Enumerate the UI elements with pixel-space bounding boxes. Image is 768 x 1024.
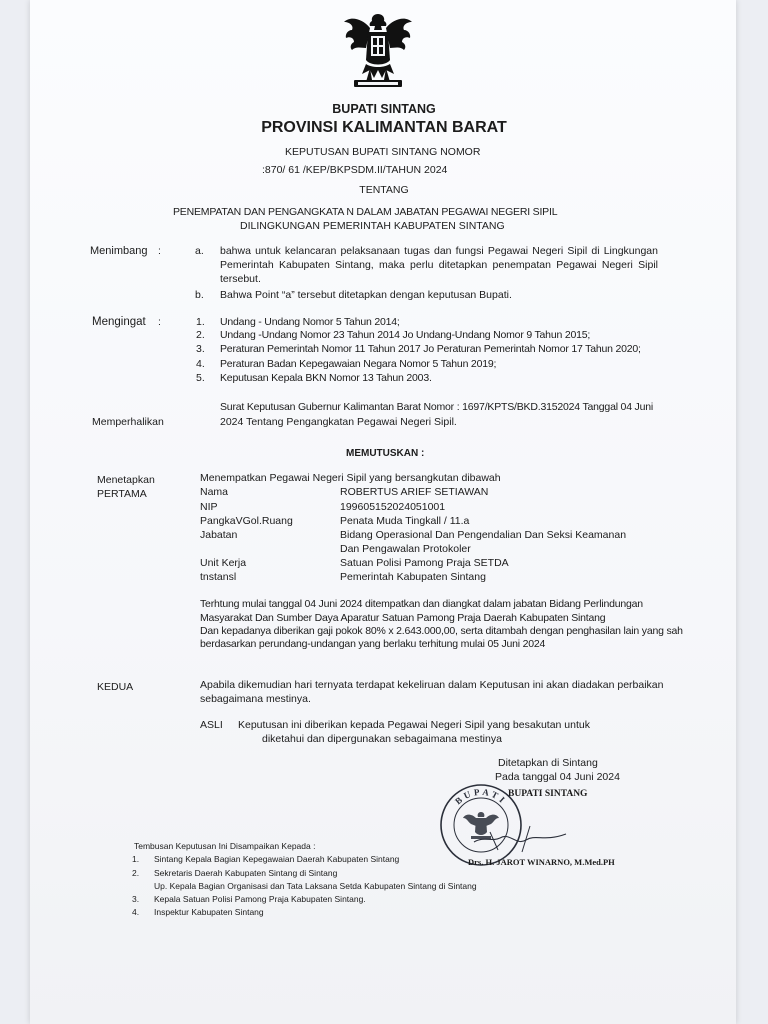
menimbang-label: Menimbang [90,245,148,257]
tentang-label: TENTANG [359,184,409,196]
tembusan-item-text: Sintang Kepala Bagian Kepegawaian Daerah Kabupaten Sintang [154,854,400,864]
kedua-line2: sebagaimana mestinya. [200,693,311,705]
mengingat-item-text: Keputusan Kepala BKN Nomor 13 Tahun 2003. [220,372,432,384]
field-key: Jabatan [200,529,238,541]
tembusan-item-text: Inspektur Kabupaten Sintang [154,907,264,917]
menimbang-a-marker: a. [195,245,204,257]
mengingat-item-text: Peraturan Pemerintah Nomor 11 Tahun 2017 Jo Peraturan Pemerintah Nomor 17 Tahun 2020; [220,343,641,355]
garuda-emblem-icon [340,8,416,94]
field-value: Bidang Operasional Dan Pengendalian Dan Seksi Keamanan [340,529,627,541]
mengingat-item-number: 2. [196,329,205,341]
tembusan-item-text: Kepala Satuan Polisi Pamong Praja Kabupaten Sintang. [154,894,366,904]
mengingat-item-text: Undang -Undang Nomor 23 Tahun 2014 Jo Undang-Undang Nomor 9 Tahun 2015; [220,329,591,341]
field-key: Unit Kerja [200,557,247,569]
pertama-paragraph-line: Terhtung mulai tanggal 04 Juni 2024 ditempatkan dan diangkat dalam jabatan Bidang Perlindungan [200,598,643,610]
field-key: NIP [200,501,218,513]
field-key: PangkaVGol.Ruang [200,515,293,527]
menetapkan-label: Menetapkan [97,474,155,486]
field-value: Dan Pengawalan Protokoler [340,543,471,555]
province-title: PROVINSI KALIMANTAN BARAT [261,119,507,136]
tembusan-item-text: Up. Kepala Bagian Organisasi dan Tata Laksana Setda Kabupaten Sintang di Sintang [154,881,477,891]
mengingat-colon: : [158,316,161,328]
pertama-paragraph-line: berdasarkan perundang-undangan yang berlaku terhitung mulai 05 Juni 2024 [200,638,546,650]
memperhatikan-label: Memperhalikan [92,416,164,428]
seal-text: BUPATI [453,786,509,807]
handwritten-signature [470,812,570,862]
field-value: ROBERTUS ARIEF SETIAWAN [340,486,489,498]
asli-line2: diketahui dan dipergunakan sebagaimana mestinya [262,733,502,745]
kedua-label: KEDUA [97,681,134,693]
mengingat-item-number: 1. [196,316,205,328]
mengingat-item-text: Undang - Undang Nomor 5 Tahun 2014; [220,316,400,328]
tembusan-item-number: 3. [132,894,140,904]
mengingat-item-number: 4. [196,358,205,370]
signature-date: Pada tanggal 04 Juni 2024 [495,771,620,783]
decree-subject-line1: PENEMPATAN DAN PENGANGKATA N DALAM JABATAN PEGAWAI NEGERI SIPIL [173,206,558,218]
field-value: Penata Muda Tingkall / 11.a [340,515,470,527]
menimbang-b-text: Bahwa Point “a” tersebut ditetapkan dengan keputusan Bupati. [220,289,512,301]
decree-heading: KEPUTUSAN BUPATI SINTANG NOMOR [285,146,481,158]
pertama-label: PERTAMA [97,488,147,500]
mengingat-label: Mengingat [92,316,146,328]
tembusan-heading: Tembusan Keputusan Ini Disampaikan Kepada : [134,841,316,851]
memperhatikan-line1: Surat Keputusan Gubernur Kalimantan Barat Nomor : 1697/KPTS/BKD.3152024 Tanggal 04 Juni [220,401,654,413]
mengingat-item-number: 3. [196,343,205,355]
tembusan-item-text: Sekretaris Daerah Kabupaten Sintang di Sintang [154,868,338,878]
pertama-intro: Menempatkan Pegawai Negeri Sipil yang bersangkutan dibawah [200,472,501,484]
menimbang-colon: : [158,245,161,257]
mengingat-item-number: 5. [196,372,205,384]
issuer-title: BUPATI SINTANG [332,102,436,116]
mengingat-item-text: Peraturan Badan Kepegawaian Negara Nomor 5 Tahun 2019; [220,358,497,370]
menimbang-b-marker: b. [195,289,204,301]
asli-label: ASLI [200,719,223,731]
tembusan-item-number: 1. [132,854,140,864]
tembusan-item-number: 2. [132,868,140,878]
field-key: Nama [200,486,229,498]
field-key: tnstansl [200,571,237,583]
menimbang-a-text: bahwa untuk kelancaran pelaksanaan tugas dan fungsi Pegawai Negeri Sipil di Lingkungan Pemerintah Kabupaten Sintang, maka perlu ditetapkan penempatan Pegawai Negeri Sipil tersebut. [220,245,658,285]
field-value: 199605152024051001 [340,501,446,513]
memutuskan-heading: MEMUTUSKAN : [346,448,425,459]
asli-line1: Keputusan ini diberikan kepada Pegawai Negeri Sipil yang besakutan untuk [238,719,590,731]
decree-subject-line2: DILINGKUNGAN PEMERINTAH KABUPATEN SINTANG [240,220,505,232]
signature-office: BUPATI SINTANG [508,789,588,799]
field-value: Satuan Polisi Pamong Praja SETDA [340,557,509,569]
decree-number: :870/ 61 /KEP/BKPSDM.II/TAHUN 2024 [262,164,448,176]
pertama-paragraph-line: Dan kepadanya diberikan gaji pokok 80% x 2.643.000,00, serta ditambah dengan penghasilan lain yang sah [200,625,683,637]
signature-place: Ditetapkan di Sintang [498,757,598,769]
memperhatikan-line2: 2024 Tentang Pengangkatan Pegawai Negeri Sipil. [220,416,457,428]
signatory-name: Drs. H. JAROT WINARNO, M.Med.PH [468,857,615,867]
kedua-line1: Apabila dikemudian hari ternyata terdapat kekeliruan dalam Keputusan ini akan diadakan perbaikan [200,679,664,691]
field-value: Pemerintah Kabupaten Sintang [340,571,486,583]
tembusan-item-number: 4. [132,907,140,917]
pertama-paragraph-line: Masyarakat Dan Sumber Daya Aparatur Satuan Pamong Praja Daerah Kabupaten Sintang [200,612,606,624]
